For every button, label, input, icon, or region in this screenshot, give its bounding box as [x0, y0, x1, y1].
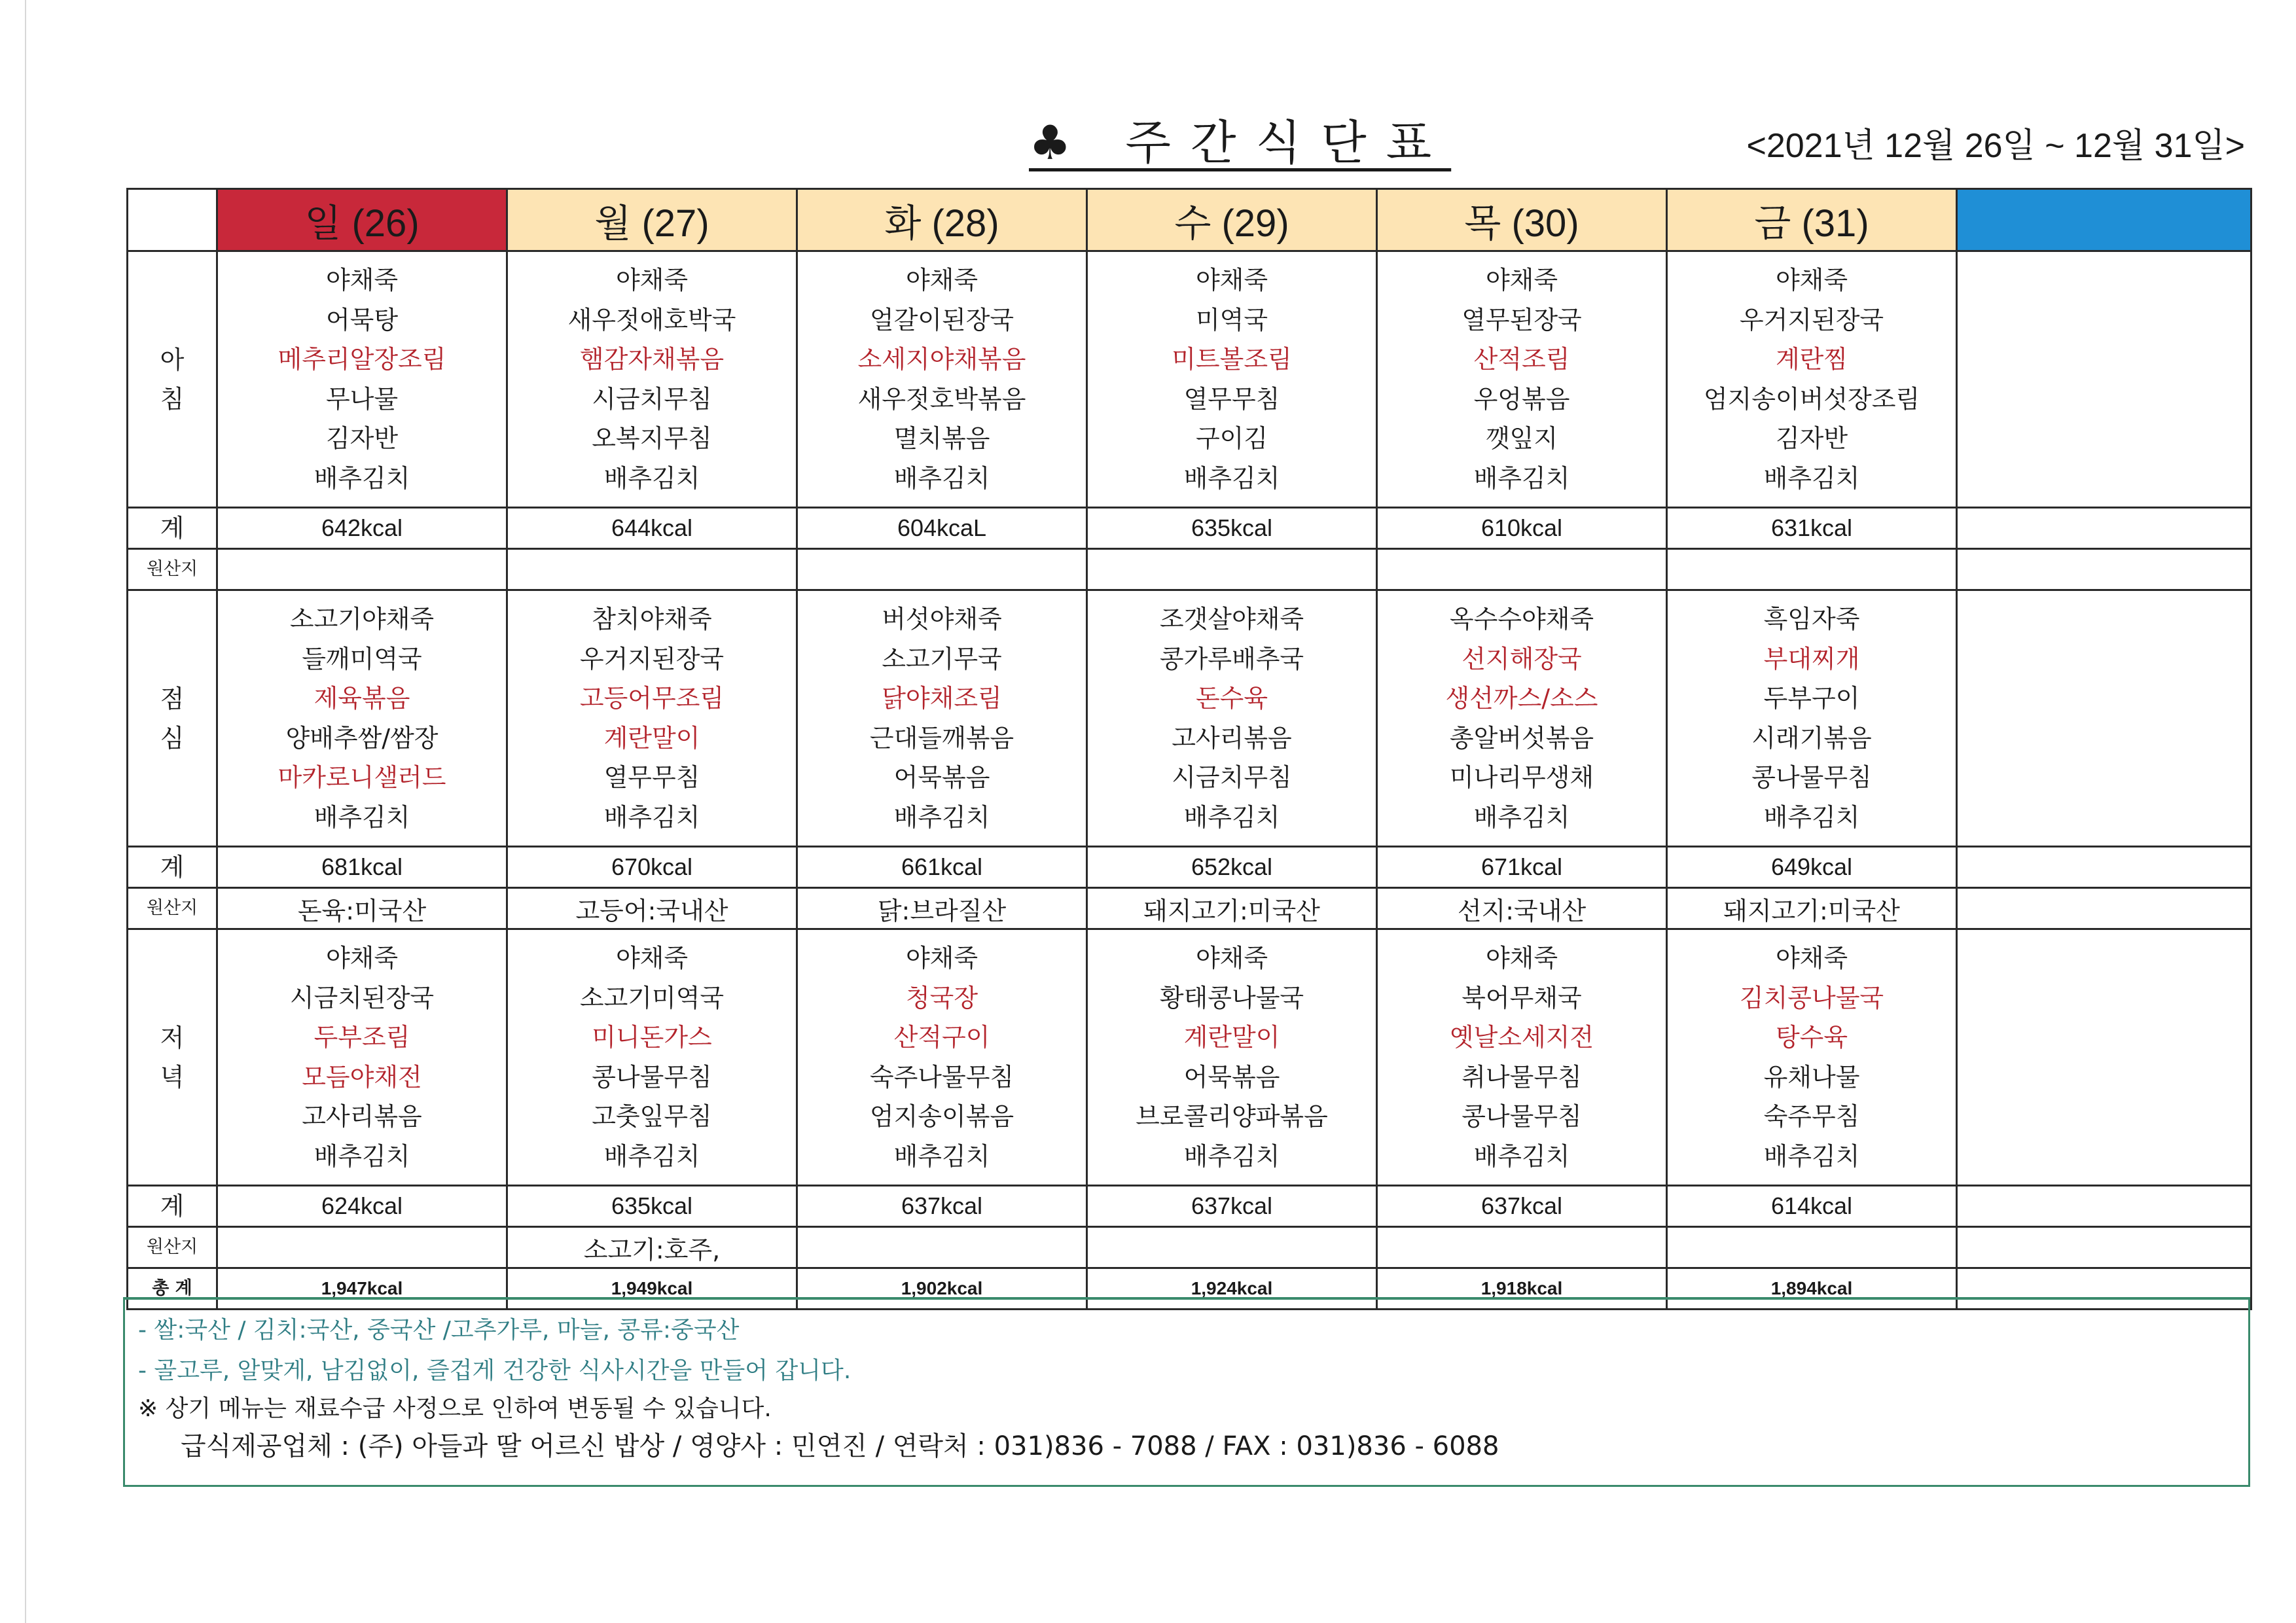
total-kcal-value: 1,949kcal [507, 1268, 797, 1310]
breakfast-origin-extra-cell [1957, 549, 2251, 590]
total-kcal-value: 1,894kcal [1667, 1268, 1957, 1310]
dish-item: 산적조림 [1473, 345, 1570, 374]
dish-item: 북어무채국 [1462, 983, 1582, 1012]
breakfast-cell [797, 251, 1087, 508]
dish-item: 브로콜리양파볶음 [1136, 1102, 1328, 1131]
dish-item: 어묵볶음 [893, 763, 990, 792]
lunch-kcal-value: 671kcal [1377, 847, 1667, 888]
note-slogan: - 골고루, 알맞게, 남김없이, 즐겁게 건강한 식사시간을 만들어 갑니다. [138, 1357, 852, 1384]
dinner-origin-label: 원산지 [128, 1227, 217, 1268]
breakfast-cell [1667, 251, 1957, 508]
dish-item: 마카로니샐러드 [278, 763, 446, 792]
notes-box [123, 1297, 2250, 1487]
lunch-kcal-value: 661kcal [797, 847, 1087, 888]
dish-item: 야채죽 [325, 944, 399, 972]
breakfast-label-char: 침 [160, 384, 185, 414]
lunch-kcal-value: 670kcal [507, 847, 797, 888]
breakfast-kcal-row [128, 508, 2251, 549]
dish-item: 두부구이 [1763, 684, 1860, 713]
dish-item: 배추김치 [1763, 1141, 1860, 1171]
dish-item: 시금치된장국 [289, 983, 435, 1012]
dish-item: 야채죽 [1195, 944, 1268, 972]
dinner-cell [797, 929, 1087, 1186]
dinner-origin-value: 소고기:호주, [507, 1227, 797, 1268]
day-header-0: 일 (26) [217, 189, 507, 251]
dish-item: 김자반 [1775, 424, 1848, 453]
dish-item: 배추김치 [603, 802, 700, 832]
dish-item: 열무무침 [603, 763, 700, 792]
lunch-extra-cell [1957, 590, 2251, 847]
dish-item: 배추김치 [314, 802, 410, 832]
lunch-row [128, 590, 2251, 847]
weekly-menu-table [126, 188, 2252, 1310]
dish-item: 소세지야채볶음 [857, 345, 1026, 374]
dish-item: 배추김치 [1763, 802, 1860, 832]
breakfast-origin-value [1377, 549, 1667, 590]
dish-item: 들깨미역국 [302, 644, 422, 673]
dish-item: 배추김치 [603, 1141, 700, 1171]
lunch-origin-value: 선지:국내산 [1377, 888, 1667, 929]
dinner-label [128, 929, 217, 1186]
dinner-origin-extra-cell [1957, 1227, 2251, 1268]
lunch-origin-value: 돈육:미국산 [217, 888, 507, 929]
dish-item: 옥수수야채죽 [1449, 605, 1594, 633]
dinner-label-char: 녁 [160, 1062, 185, 1092]
dinner-cell [217, 929, 507, 1186]
dinner-origin-row [128, 1227, 2251, 1268]
dinner-cell [507, 929, 797, 1186]
lunch-origin-label: 원산지 [128, 888, 217, 929]
dinner-kcal-value: 637kcal [1087, 1186, 1377, 1227]
dish-item: 야채죽 [905, 266, 978, 294]
dish-item: 배추김치 [603, 463, 700, 493]
scan-edge-line [25, 0, 26, 1623]
breakfast-kcal-extra-cell [1957, 508, 2251, 549]
lunch-label-char: 점 [160, 684, 185, 713]
dish-item: 배추김치 [893, 463, 990, 493]
dinner-kcal-value: 637kcal [797, 1186, 1087, 1227]
breakfast-origin-value [797, 549, 1087, 590]
dish-item: 버섯야채죽 [882, 605, 1002, 633]
dish-item: 배추김치 [1473, 463, 1570, 493]
lunch-cell [1667, 590, 1957, 847]
day-header-6 [1957, 189, 2251, 251]
lunch-origin-value: 돼지고기:미국산 [1087, 888, 1377, 929]
breakfast-origin-value [217, 549, 507, 590]
dish-item: 시래기볶음 [1751, 723, 1872, 753]
total-label: 총 계 [128, 1268, 217, 1310]
dish-item: 두부조림 [314, 1023, 410, 1052]
day-header-5: 금 (31) [1667, 189, 1957, 251]
dish-item: 배추김치 [893, 1141, 990, 1171]
dinner-label-char: 저 [160, 1023, 185, 1052]
note-origin: - 쌀:국산 / 김치:국산, 중국산 /고추가루, 마늘, 콩류:중국산 [138, 1317, 740, 1344]
dish-item: 부대찌개 [1763, 644, 1860, 673]
dish-item: 소고기야채죽 [289, 605, 435, 633]
dish-item: 산적구이 [893, 1023, 990, 1052]
dish-item: 배추김치 [1183, 1141, 1280, 1171]
total-kcal-value: 1,918kcal [1377, 1268, 1667, 1310]
dish-item: 김치콩나물국 [1739, 983, 1884, 1012]
dish-item: 야채죽 [1195, 266, 1268, 294]
dinner-origin-value [1087, 1227, 1377, 1268]
dish-item: 콩가루배추국 [1159, 644, 1304, 673]
dish-item: 배추김치 [1473, 802, 1570, 832]
dish-item: 시금치무침 [592, 384, 712, 414]
dish-item: 우거지된장국 [579, 644, 725, 673]
dish-item: 계란말이 [603, 723, 700, 753]
dinner-origin-value [217, 1227, 507, 1268]
note-disclaimer: ※ 상기 메뉴는 재료수급 사정으로 인하여 변동될 수 있습니다. [138, 1395, 772, 1422]
total-kcal-value: 1,924kcal [1087, 1268, 1377, 1310]
dish-item: 닭야채조림 [882, 684, 1002, 713]
dinner-kcal-label: 계 [128, 1186, 217, 1227]
menu-table-body [128, 189, 2251, 1310]
dish-item: 취나물무침 [1462, 1062, 1582, 1092]
dish-item: 제육볶음 [314, 684, 410, 713]
breakfast-origin-value [1087, 549, 1377, 590]
dish-item: 배추김치 [1763, 463, 1860, 493]
breakfast-cell [217, 251, 507, 508]
dish-item: 야채죽 [615, 944, 689, 972]
dish-item: 김자반 [325, 424, 399, 453]
dish-item: 청국장 [905, 983, 978, 1012]
dish-item: 소고기미역국 [579, 983, 725, 1012]
dish-item: 생선까스/소스 [1445, 684, 1598, 713]
dinner-kcal-value: 635kcal [507, 1186, 797, 1227]
note-provider-contact: 급식제공업체 : (주) 아들과 딸 어르신 밥상 / 영양사 : 민연진 / 연락처 : 031)836 - 7088 / FAX : 031)836 - 6088 [181, 1431, 1499, 1461]
dish-item: 고사리볶음 [1172, 723, 1292, 753]
dish-item: 배추김치 [1183, 802, 1280, 832]
lunch-cell [217, 590, 507, 847]
dish-item: 깻잎지 [1485, 424, 1558, 453]
dinner-kcal-value: 624kcal [217, 1186, 507, 1227]
dinner-origin-value [1667, 1227, 1957, 1268]
breakfast-kcal-label: 계 [128, 508, 217, 549]
dish-item: 선지해장국 [1462, 644, 1582, 673]
dish-item: 야채죽 [1775, 266, 1848, 294]
lunch-kcal-label: 계 [128, 847, 217, 888]
dish-item: 야채죽 [325, 266, 399, 294]
dish-item: 탕수육 [1775, 1023, 1848, 1052]
dish-item: 야채죽 [1485, 266, 1558, 294]
dish-item: 참치야채죽 [592, 605, 712, 633]
lunch-cell [1087, 590, 1377, 847]
lunch-kcal-value: 681kcal [217, 847, 507, 888]
dish-item: 새우젓애호박국 [567, 305, 736, 334]
dish-item: 배추김치 [314, 1141, 410, 1171]
dish-item: 유채나물 [1763, 1062, 1860, 1092]
lunch-origin-value: 고등어:국내산 [507, 888, 797, 929]
dish-item: 우거지된장국 [1739, 305, 1884, 334]
breakfast-kcal-value: 631kcal [1667, 508, 1957, 549]
breakfast-label-char: 아 [160, 345, 185, 374]
lunch-kcal-value: 652kcal [1087, 847, 1377, 888]
lunch-label [128, 590, 217, 847]
lunch-label-char: 심 [160, 723, 185, 753]
dish-item: 근대들깨볶음 [869, 723, 1014, 753]
dish-item: 소고기무국 [882, 644, 1002, 673]
dish-item: 숙주나물무침 [869, 1062, 1014, 1092]
dinner-kcal-value: 614kcal [1667, 1186, 1957, 1227]
dish-item: 황태콩나물국 [1159, 983, 1304, 1012]
dish-item: 무나물 [325, 384, 399, 414]
dish-item: 배추김치 [893, 802, 990, 832]
breakfast-kcal-value: 635kcal [1087, 508, 1377, 549]
dish-item: 새우젓호박볶음 [857, 384, 1026, 414]
dinner-row [128, 929, 2251, 1186]
dish-item: 멸치볶음 [893, 424, 990, 453]
dish-item: 열무무침 [1183, 384, 1280, 414]
day-header-2: 화 (28) [797, 189, 1087, 251]
breakfast-origin-value [1667, 549, 1957, 590]
dish-item: 흑임자죽 [1763, 605, 1860, 633]
dinner-kcal-row [128, 1186, 2251, 1227]
dish-item: 숙주무침 [1763, 1102, 1860, 1131]
dish-item: 돈수육 [1195, 684, 1268, 713]
breakfast-origin-label: 원산지 [128, 549, 217, 590]
dish-item: 콩나물무침 [1462, 1102, 1582, 1131]
menu-period: <2021년 12월 26일 ~ 12월 31일> [1746, 127, 2245, 165]
dish-item: 고춧잎무침 [592, 1102, 712, 1131]
dish-item: 양배추쌈/쌈장 [285, 723, 439, 753]
dish-item: 오복지무침 [592, 424, 712, 453]
breakfast-kcal-value: 610kcal [1377, 508, 1667, 549]
day-header-1: 월 (27) [507, 189, 797, 251]
day-header-4: 목 (30) [1377, 189, 1667, 251]
dish-item: 콩나물무침 [592, 1062, 712, 1092]
dish-item: 고사리볶음 [302, 1102, 422, 1131]
dish-item: 우엉볶음 [1473, 384, 1570, 414]
lunch-cell [797, 590, 1087, 847]
dish-item: 구이김 [1195, 424, 1268, 453]
total-kcal-value: 1,947kcal [217, 1268, 507, 1310]
dish-item: 열무된장국 [1462, 305, 1582, 334]
dinner-extra-cell [1957, 929, 2251, 1186]
lunch-kcal-row [128, 847, 2251, 888]
breakfast-cell [1377, 251, 1667, 508]
dish-item: 배추김치 [1473, 1141, 1570, 1171]
dish-item: 계란찜 [1775, 345, 1848, 374]
lunch-cell [507, 590, 797, 847]
dish-item: 야채죽 [1485, 944, 1558, 972]
breakfast-row [128, 251, 2251, 508]
lunch-origin-extra-cell [1957, 888, 2251, 929]
lunch-kcal-extra-cell [1957, 847, 2251, 888]
dish-item: 미나리무생채 [1449, 763, 1594, 792]
dish-item: 야채죽 [905, 944, 978, 972]
dish-item: 엄지송이볶음 [869, 1102, 1014, 1131]
dish-item: 총알버섯볶음 [1449, 723, 1594, 753]
dish-item: 고등어무조림 [579, 684, 725, 713]
lunch-origin-value: 돼지고기:미국산 [1667, 888, 1957, 929]
dish-item: 어묵볶음 [1183, 1062, 1280, 1092]
dish-item: 미역국 [1195, 305, 1268, 334]
dish-item: 배추김치 [314, 463, 410, 493]
dinner-kcal-value: 637kcal [1377, 1186, 1667, 1227]
breakfast-kcal-value: 642kcal [217, 508, 507, 549]
dish-item: 조갯살야채죽 [1159, 605, 1304, 633]
dinner-cell [1377, 929, 1667, 1186]
breakfast-cell [1087, 251, 1377, 508]
dish-item: 얼갈이된장국 [869, 305, 1014, 334]
day-header-3: 수 (29) [1087, 189, 1377, 251]
breakfast-extra-cell [1957, 251, 2251, 508]
dish-item: 계란말이 [1183, 1023, 1280, 1052]
dish-item: 콩나물무침 [1751, 763, 1872, 792]
dish-item: 배추김치 [1183, 463, 1280, 493]
dish-item: 야채죽 [615, 266, 689, 294]
breakfast-origin-row [128, 549, 2251, 590]
dinner-origin-value [1377, 1227, 1667, 1268]
dish-item: 야채죽 [1775, 944, 1848, 972]
total-kcal-value: 1,902kcal [797, 1268, 1087, 1310]
dish-item: 엄지송이버섯장조림 [1703, 384, 1920, 414]
lunch-origin-value: 닭:브라질산 [797, 888, 1087, 929]
breakfast-cell [507, 251, 797, 508]
lunch-origin-row [128, 888, 2251, 929]
lunch-cell [1377, 590, 1667, 847]
lunch-kcal-value: 649kcal [1667, 847, 1957, 888]
dinner-origin-value [797, 1227, 1087, 1268]
dish-item: 모듬야채전 [302, 1062, 422, 1092]
day-header-row [128, 189, 2251, 251]
dinner-cell [1667, 929, 1957, 1186]
dinner-kcal-extra-cell [1957, 1186, 2251, 1227]
dish-item: 어묵탕 [325, 305, 399, 334]
dinner-cell [1087, 929, 1377, 1186]
page-title: ♣ 주간식단표 [1029, 115, 1452, 170]
breakfast-origin-value [507, 549, 797, 590]
dish-item: 햄감자채볶음 [579, 345, 725, 374]
dish-item: 미트볼조림 [1172, 345, 1292, 374]
dish-item: 옛날소세지전 [1449, 1023, 1594, 1052]
dish-item: 미니돈가스 [592, 1023, 712, 1052]
breakfast-kcal-value: 604kcaL [797, 508, 1087, 549]
header-corner-cell [128, 189, 217, 251]
breakfast-label [128, 251, 217, 508]
dish-item: 메추리알장조림 [278, 345, 446, 374]
breakfast-kcal-value: 644kcal [507, 508, 797, 549]
dish-item: 시금치무침 [1172, 763, 1292, 792]
